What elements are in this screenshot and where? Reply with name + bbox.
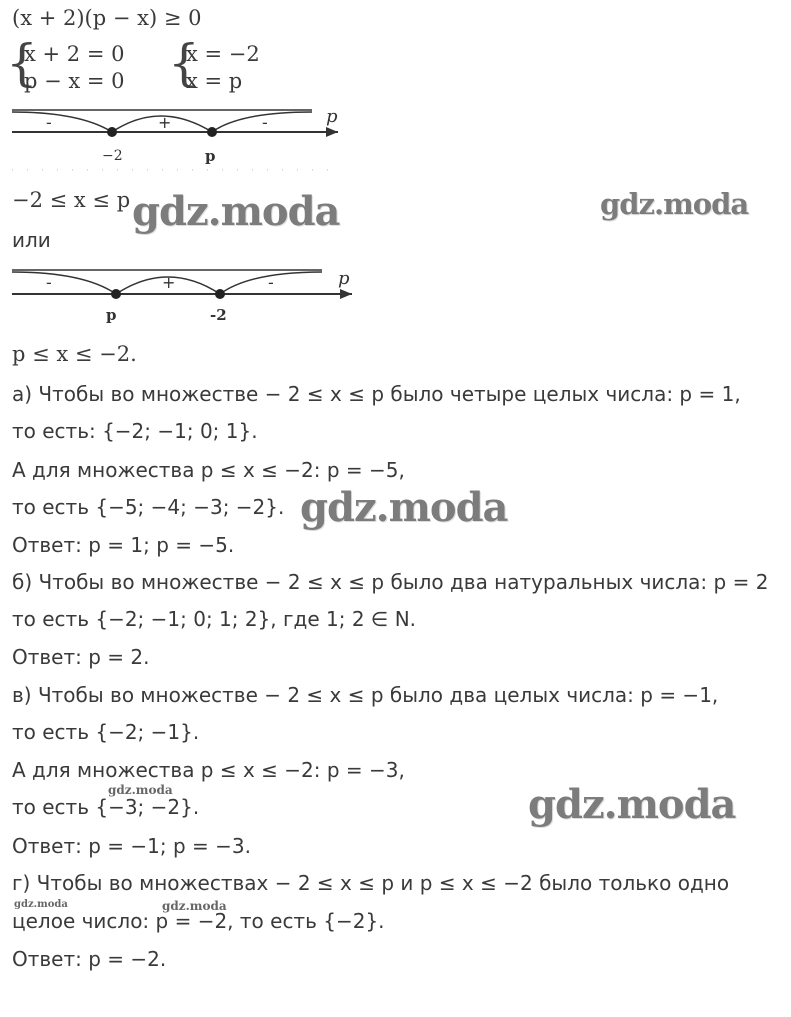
solution-line: Ответ: p = 1; p = −5. xyxy=(12,533,235,557)
system2-eq2: x = p xyxy=(186,69,243,93)
solution-line: то есть {−3; −2}. xyxy=(12,795,200,819)
watermark: gdz.moda xyxy=(108,783,173,797)
solution-line: б) Чтобы во множестве − 2 ≤ x ≤ p было два натуральных числа: p = 2 xyxy=(12,570,769,594)
nl2-point-1: p xyxy=(106,306,117,324)
nl2-sign-3: - xyxy=(268,273,274,292)
watermark: gdz.moda xyxy=(528,781,736,828)
solution-line: Ответ: p = 2. xyxy=(12,645,150,669)
watermark: gdz.moda xyxy=(300,484,508,531)
nl1-sign-3: - xyxy=(262,113,268,132)
solution-line: то есть {−2; −1; 0; 1; 2}, где 1; 2 ∈ N. xyxy=(12,607,417,631)
solution-line: г) Чтобы во множествах − 2 ≤ x ≤ p и p ≤ x ≤ −2 было только одно xyxy=(12,871,730,895)
watermark: gdz.moda xyxy=(14,899,68,910)
nl1-axis-label: p xyxy=(326,106,338,127)
solution-line: Ответ: p = −2. xyxy=(12,947,167,971)
solution-line: А для множества p ≤ x ≤ −2: p = −5, xyxy=(12,458,405,482)
system1-eq2: p − x = 0 xyxy=(24,69,125,93)
nl2-point-2: -2 xyxy=(210,306,227,324)
watermark: gdz.moda xyxy=(162,899,227,913)
solution-line: то есть {−2; −1}. xyxy=(12,720,200,744)
system1-eq1: x + 2 = 0 xyxy=(24,42,125,66)
solution-line: Ответ: p = −1; p = −3. xyxy=(12,834,251,858)
result-2: p ≤ x ≤ −2. xyxy=(12,342,137,366)
or-label: или xyxy=(12,228,51,252)
solution-line: в) Чтобы во множестве − 2 ≤ x ≤ p было два целых числа: p = −1, xyxy=(12,683,719,707)
inequality: (x + 2)(p − x) ≥ 0 xyxy=(12,6,202,30)
solution-line: то есть: {−2; −1; 0; 1}. xyxy=(12,419,258,443)
system2-eq1: x = −2 xyxy=(186,42,260,66)
solution-line: то есть {−5; −4; −3; −2}. xyxy=(12,495,285,519)
nl2-sign-1: - xyxy=(46,273,52,292)
nl1-point-2: p xyxy=(205,147,216,165)
watermark: gdz.moda xyxy=(132,188,340,235)
system-brace-left: { xyxy=(6,34,38,92)
nl1-point-1: −2 xyxy=(102,148,123,164)
system-brace-right: { xyxy=(168,34,200,92)
nl2-axis-label: p xyxy=(338,268,350,289)
solution-line: целое число: p = −2, то есть {−2}. xyxy=(12,909,385,933)
nl1-sign-2: + xyxy=(158,113,172,132)
solution-line: а) Чтобы во множестве − 2 ≤ x ≤ p было четыре целых числа: p = 1, xyxy=(12,382,741,406)
number-line-1 xyxy=(0,106,360,176)
result-1: −2 ≤ x ≤ p xyxy=(12,188,131,212)
watermark: gdz.moda xyxy=(600,187,749,221)
nl1-sign-1: - xyxy=(46,113,52,132)
number-line-2 xyxy=(0,266,370,326)
solution-line: А для множества p ≤ x ≤ −2: p = −3, xyxy=(12,758,405,782)
nl2-sign-2: + xyxy=(162,273,176,292)
